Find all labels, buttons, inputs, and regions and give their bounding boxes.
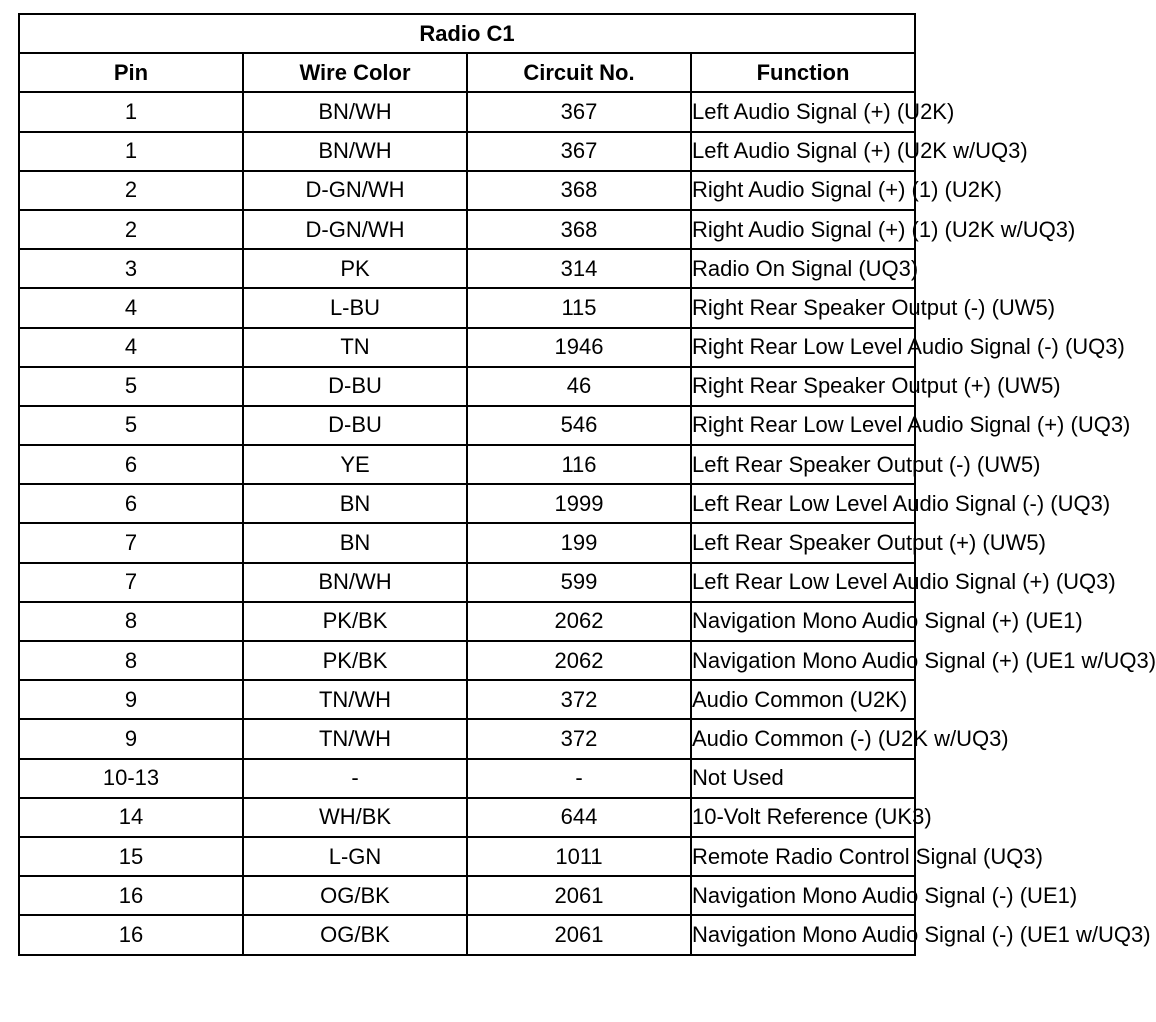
wire-color-cell: PK (243, 249, 467, 288)
pin-cell: 7 (19, 563, 243, 602)
wire-color-cell: WH/BK (243, 798, 467, 837)
function-cell: Left Rear Low Level Audio Signal (-) (UQ3) (691, 484, 915, 523)
wire-color-cell: D-BU (243, 367, 467, 406)
table-row (19, 759, 915, 798)
pin-cell: 8 (19, 641, 243, 680)
wire-color-cell: - (243, 759, 467, 798)
circuit-cell: 599 (467, 563, 691, 602)
pin-cell: 7 (19, 523, 243, 562)
table-row (19, 837, 915, 876)
function-cell: Right Rear Low Level Audio Signal (-) (UQ3) (691, 328, 915, 367)
wire-color-cell: BN/WH (243, 132, 467, 171)
function-cell: Not Used (691, 759, 915, 798)
circuit-cell: 1946 (467, 328, 691, 367)
wire-color-cell: PK/BK (243, 602, 467, 641)
circuit-cell: 2061 (467, 915, 691, 954)
table-row (19, 523, 915, 562)
circuit-cell: 368 (467, 210, 691, 249)
function-cell: Navigation Mono Audio Signal (+) (UE1 w/UQ3) (691, 641, 915, 680)
function-cell: Right Audio Signal (+) (1) (U2K w/UQ3) (691, 210, 915, 249)
circuit-cell: 2062 (467, 602, 691, 641)
wire-color-cell: YE (243, 445, 467, 484)
circuit-cell: 367 (467, 92, 691, 131)
circuit-cell: 199 (467, 523, 691, 562)
function-cell: Navigation Mono Audio Signal (-) (UE1 w/UQ3) (691, 915, 915, 954)
wire-color-cell: OG/BK (243, 915, 467, 954)
table-row (19, 210, 915, 249)
wire-color-cell: D-GN/WH (243, 210, 467, 249)
pin-cell: 5 (19, 406, 243, 445)
function-cell: 10-Volt Reference (UK3) (691, 798, 915, 837)
table-row (19, 719, 915, 758)
function-cell: Audio Common (-) (U2K w/UQ3) (691, 719, 915, 758)
function-cell: Left Audio Signal (+) (U2K) (691, 92, 915, 131)
pin-cell: 14 (19, 798, 243, 837)
pin-cell: 8 (19, 602, 243, 641)
table-row (19, 328, 915, 367)
pin-cell: 9 (19, 680, 243, 719)
table-row (19, 563, 915, 602)
circuit-cell: 46 (467, 367, 691, 406)
table-row (19, 602, 915, 641)
pin-cell: 5 (19, 367, 243, 406)
pin-cell: 2 (19, 210, 243, 249)
pin-cell: 16 (19, 876, 243, 915)
circuit-cell: - (467, 759, 691, 798)
circuit-cell: 1999 (467, 484, 691, 523)
function-cell: Navigation Mono Audio Signal (+) (UE1) (691, 602, 915, 641)
table-row (19, 92, 915, 131)
table-row (19, 406, 915, 445)
circuit-cell: 546 (467, 406, 691, 445)
pin-cell: 10-13 (19, 759, 243, 798)
table-body (19, 92, 1156, 954)
header-row (19, 53, 915, 92)
pin-cell: 4 (19, 288, 243, 327)
table-row (19, 445, 915, 484)
pin-cell: 6 (19, 445, 243, 484)
table-row (19, 876, 915, 915)
function-cell: Navigation Mono Audio Signal (-) (UE1) (691, 876, 915, 915)
table-row (19, 680, 915, 719)
pin-cell: 3 (19, 249, 243, 288)
circuit-cell: 314 (467, 249, 691, 288)
circuit-cell: 2062 (467, 641, 691, 680)
function-cell: Right Rear Speaker Output (+) (UW5) (691, 367, 915, 406)
pinout-table (18, 13, 1156, 956)
table-row (19, 484, 915, 523)
pin-cell: 1 (19, 132, 243, 171)
circuit-cell: 644 (467, 798, 691, 837)
wire-color-cell: OG/BK (243, 876, 467, 915)
table-row (19, 249, 915, 288)
function-cell: Left Rear Speaker Output (-) (UW5) (691, 445, 915, 484)
pin-cell: 9 (19, 719, 243, 758)
title-row (19, 14, 915, 53)
pin-cell: 16 (19, 915, 243, 954)
table-row (19, 367, 915, 406)
header-circuit-no: Circuit No. (467, 53, 691, 92)
table-row (19, 288, 915, 327)
wire-color-cell: TN/WH (243, 680, 467, 719)
wire-color-cell: BN/WH (243, 563, 467, 602)
wire-color-cell: BN (243, 523, 467, 562)
circuit-cell: 2061 (467, 876, 691, 915)
table-row (19, 798, 915, 837)
header-function: Function (691, 53, 915, 92)
pin-cell: 6 (19, 484, 243, 523)
wire-color-cell: BN/WH (243, 92, 467, 131)
wire-color-cell: L-BU (243, 288, 467, 327)
table-row (19, 132, 915, 171)
wire-color-cell: L-GN (243, 837, 467, 876)
pin-cell: 1 (19, 92, 243, 131)
function-cell: Radio On Signal (UQ3) (691, 249, 915, 288)
table-row (19, 641, 915, 680)
wire-color-cell: D-BU (243, 406, 467, 445)
function-cell: Right Rear Low Level Audio Signal (+) (UQ3) (691, 406, 915, 445)
circuit-cell: 116 (467, 445, 691, 484)
circuit-cell: 367 (467, 132, 691, 171)
function-cell: Right Rear Speaker Output (-) (UW5) (691, 288, 915, 327)
table-row (19, 915, 915, 954)
wire-color-cell: TN (243, 328, 467, 367)
header-wire-color: Wire Color (243, 53, 467, 92)
function-cell: Audio Common (U2K) (691, 680, 915, 719)
function-cell: Left Rear Low Level Audio Signal (+) (UQ3) (691, 563, 915, 602)
circuit-cell: 372 (467, 719, 691, 758)
wire-color-cell: BN (243, 484, 467, 523)
function-cell: Left Rear Speaker Output (+) (UW5) (691, 523, 915, 562)
circuit-cell: 368 (467, 171, 691, 210)
header-pin: Pin (19, 53, 243, 92)
table-row (19, 171, 915, 210)
table-title: Radio C1 (19, 14, 915, 53)
wire-color-cell: TN/WH (243, 719, 467, 758)
pin-cell: 4 (19, 328, 243, 367)
function-cell: Remote Radio Control Signal (UQ3) (691, 837, 915, 876)
circuit-cell: 372 (467, 680, 691, 719)
pin-cell: 2 (19, 171, 243, 210)
wire-color-cell: D-GN/WH (243, 171, 467, 210)
pin-cell: 15 (19, 837, 243, 876)
function-cell: Right Audio Signal (+) (1) (U2K) (691, 171, 915, 210)
circuit-cell: 115 (467, 288, 691, 327)
circuit-cell: 1011 (467, 837, 691, 876)
wire-color-cell: PK/BK (243, 641, 467, 680)
function-cell: Left Audio Signal (+) (U2K w/UQ3) (691, 132, 915, 171)
